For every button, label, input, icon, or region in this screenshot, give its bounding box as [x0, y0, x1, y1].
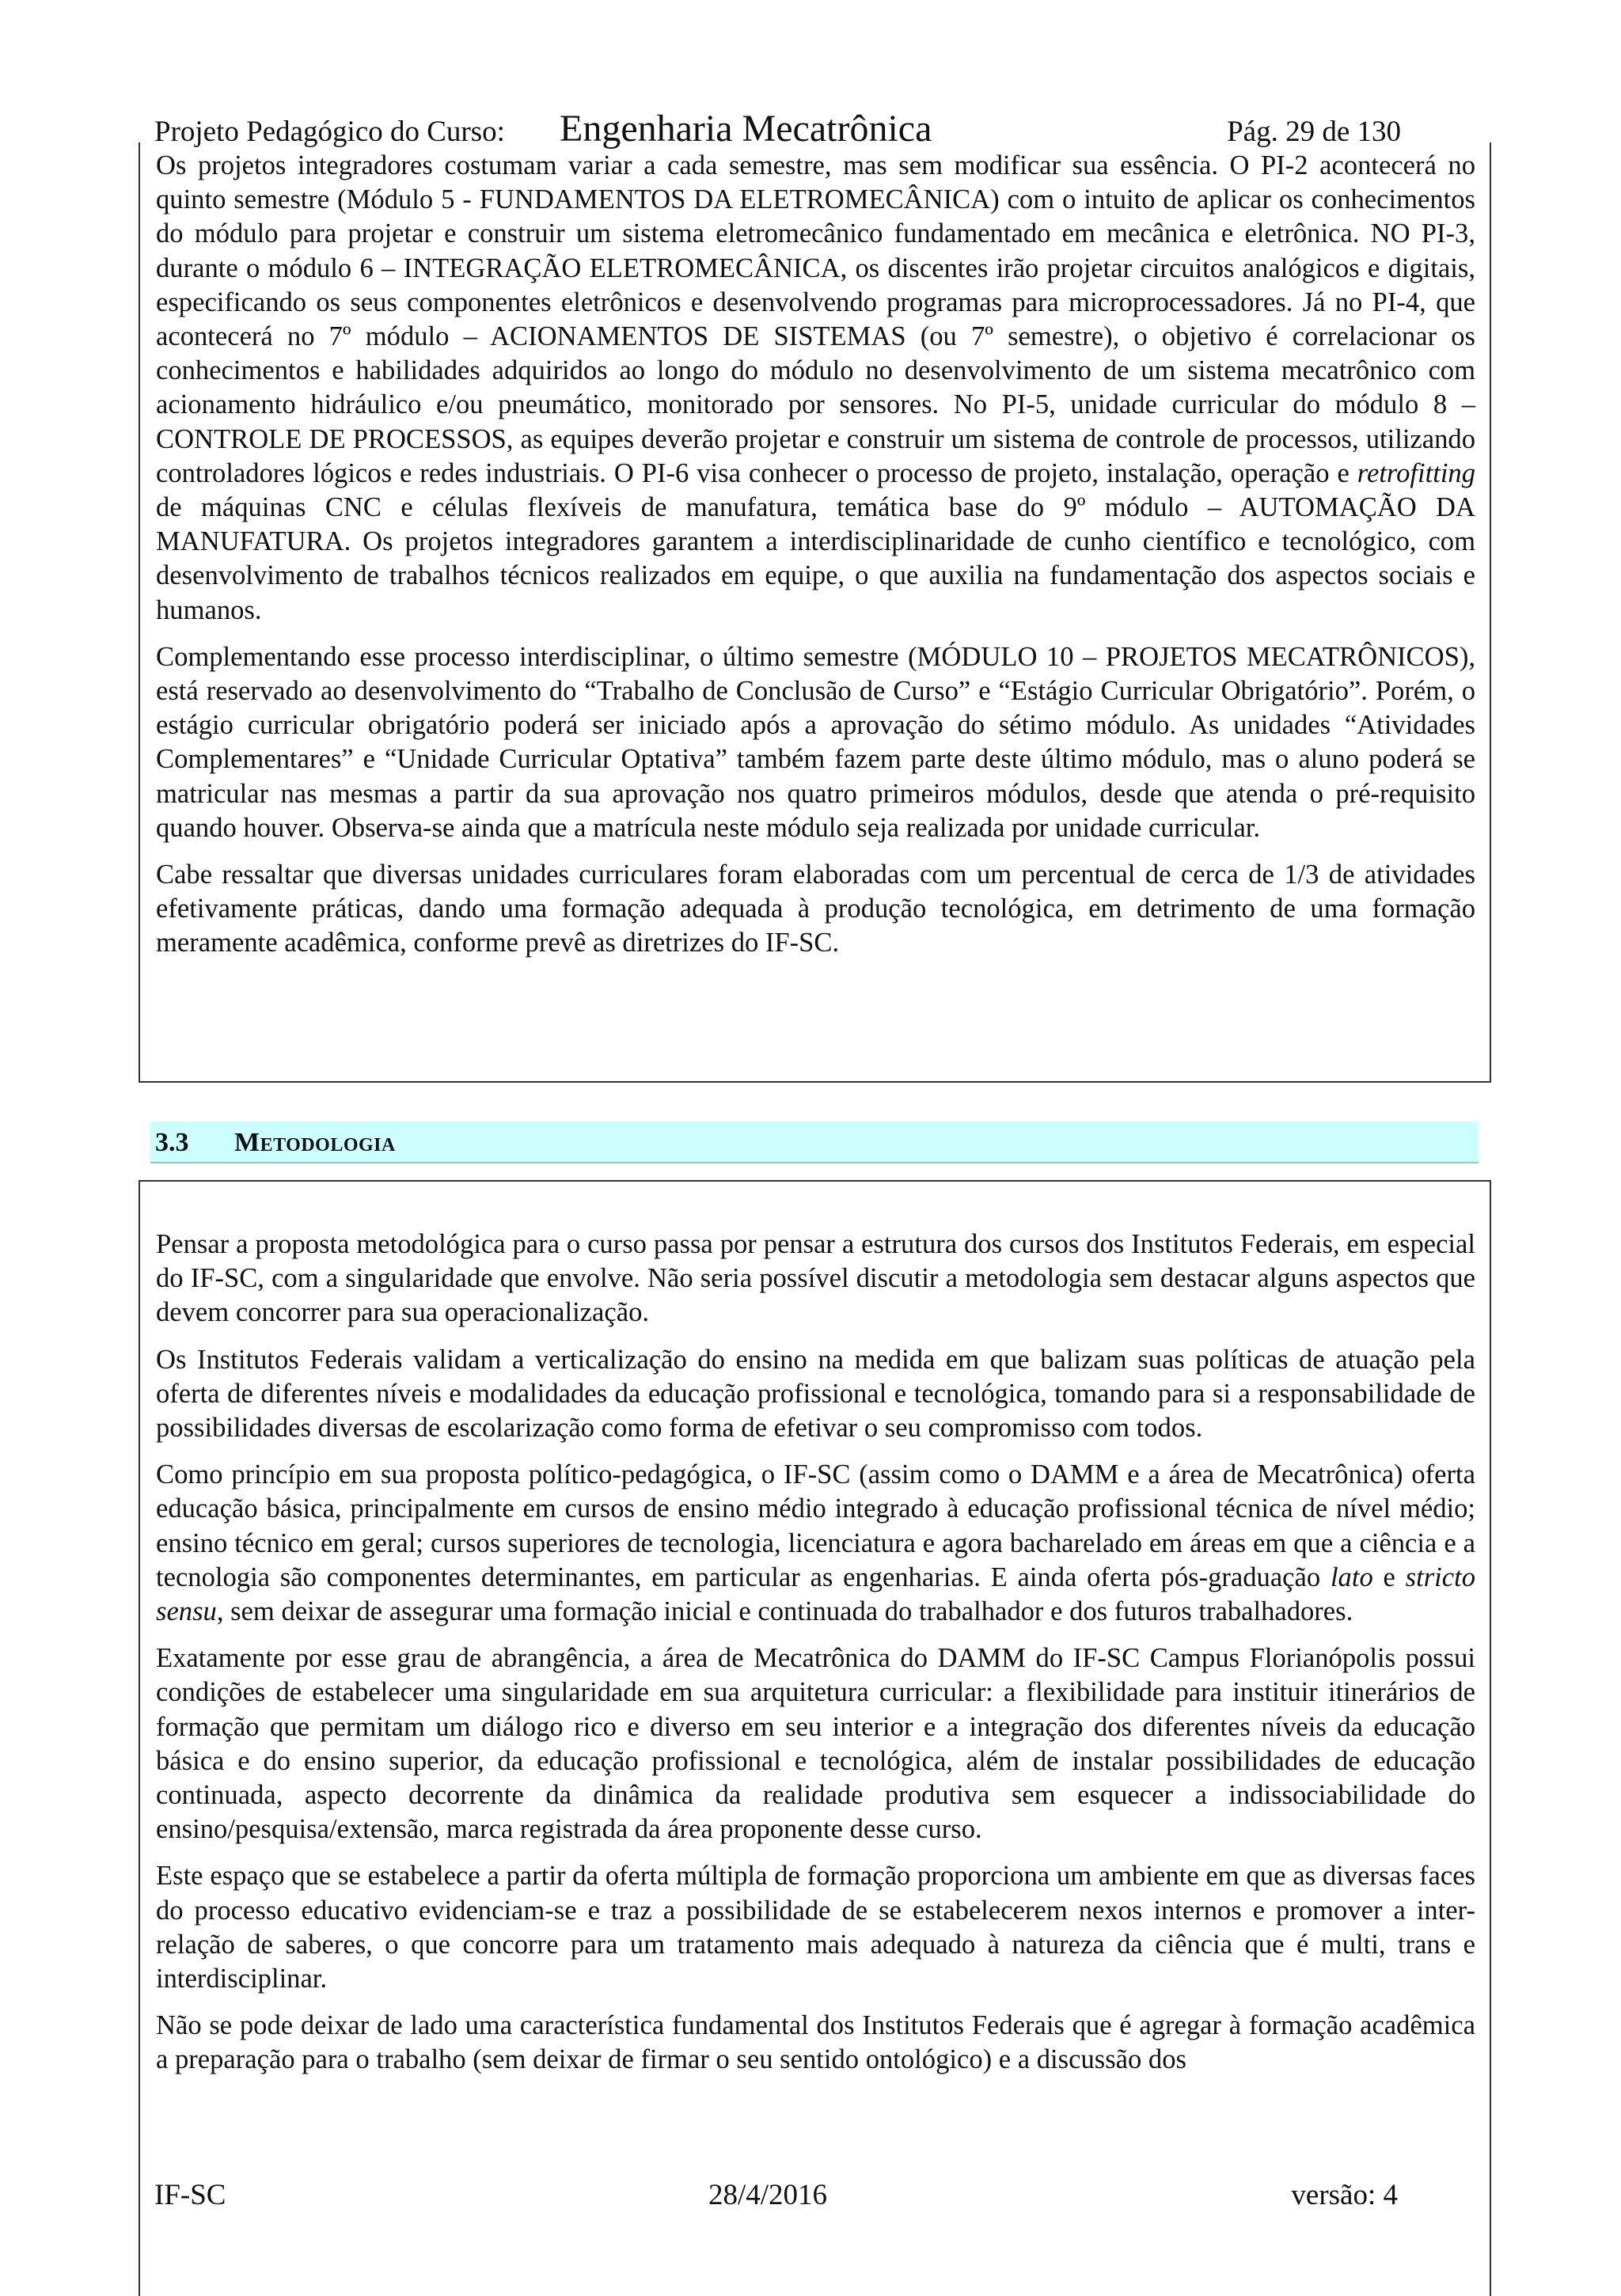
paragraph-complementando: Complementando esse processo interdisciplinar, o último semestre (MÓDULO 10 – PROJETOS MECATRÔNICOS), está reservado ao desenvolvimento do “Trabalho de Conclusão de Curso” e “Estágio Curricular Obrigatório”. Porém, o estágio curricular obrigatório poderá ser iniciado após a aprovação do sétimo módulo. As unidades “Atividades Complementares” e “Unidade Curricular Optativa” também fazem parte deste último módulo, mas o aluno poderá se matricular nas mesmas a partir da sua aprovação nos quatro primeiros módulos, desde que atenda o pré-requisito quando houver. Observa-se ainda que a matrícula neste módulo seja realizada por unidade curricular. [156, 641, 1475, 843]
italic-term: lato [1330, 1562, 1373, 1592]
paragraph-espaco: Este espaço que se estabelece a partir da oferta múltipla de formação proporciona um ambiente em que as diversas faces do processo educativo evidenciam-se e traz a possibilidade de se estabelecerem nexos internos e promover a inter-relação de saberes, o que concorre para um tratamento mais adequado à natureza da ciência que é multi, trans e interdisciplinar. [156, 1861, 1475, 1994]
paragraph-projetos-integradores: Os projetos integradores costumam variar a cada semestre, mas sem modificar sua essência. O PI-2 acontecerá no quinto semestre (Módulo 5 - FUNDAMENTOS DA ELETROMECÂNICA) com o intuito de aplicar os conhecimentos do módulo para projetar e construir um sistema eletromecânico fundamentado em mecânica e eletrônica. NO PI-3, durante o módulo 6 – INTEGRAÇÃO ELETROMECÂNICA, os discentes irão projetar circuitos analógicos e digitais, especificando os seus componentes eletrônicos e desenvolvendo programas para microprocessadores. Já no PI-4, que acontecerá no 7º módulo – ACIONAMENTOS DE SISTEMAS (ou 7º semestre), o objetivo é correlacionar os conhecimentos e habilidades adquiridos ao longo do módulo no desenvolvimento de um sistema mecatrônico com acionamento hidráulico e/ou pneumático, monitorado por sensores. No PI-5, unidade curricular do módulo 8 – CONTROLE DE PROCESSOS, as equipes deverão projetar e construir um sistema de controle de processos, utilizando controladores lógicos e redes industriais. O PI-6 visa conhecer o processo de projeto, instalação, operação e retrofitting de máquinas CNC e células flexíveis de manufatura, temática base do 9º módulo – AUTOMAÇÃO DA MANUFATURA. Os projetos integradores garantem a interdisciplinaridade de cunho científico e tecnológico, com desenvolvimento de trabalhos técnicos realizados em equipe, o que auxilia na fundamentação dos aspectos sociais e humanos. [156, 150, 1475, 625]
italic-term: stricto sensu [156, 1562, 1476, 1627]
paragraph-abrangencia: Exatamente por esse grau de abrangência, a área de Mecatrônica do DAMM do IF-SC Campus Florianópolis possui condições de estabelecer uma singularidade em sua arquitetura curricular: a flexibilidade para instituir itinerários de formação que permitam um diálogo rico e diverso em seu interior e a integração dos diferentes níveis da educação básica e do ensino superior, da educação profissional e tecnológica, além de instalar possibilidades de educação continuada, aspecto decorrente da dinâmica da realidade produtiva sem esquecer a indissociabilidade do ensino/pesquisa/extensão, marca registrada da área proponente desse curso. [156, 1643, 1475, 1845]
section-number: 3.3 [155, 1128, 189, 1157]
italic-term: retrofitting [1357, 457, 1475, 488]
course-title: Engenharia Mecatrônica [560, 108, 932, 150]
footer-version: versão: 4 [1291, 2179, 1398, 2211]
paragraph-institutos-federais: Os Institutos Federais validam a verticalização do ensino na medida em que balizam suas políticas de atuação pela oferta de diferentes níveis e modalidades da educação profissional e tecnológica, tomando para si a responsabilidade de possibilidades diversas de escolarização como forma de efetivar o seu compromisso com todos. [156, 1344, 1475, 1444]
section-heading [150, 1121, 1479, 1163]
paragraph-como-principio: Como princípio em sua proposta político-pedagógica, o IF-SC (assim como o DAMM e a área de Mecatrônica) oferta educação básica, principalmente em cursos de ensino médio integrado à educação profissional técnica de nível médio; ensino técnico em geral; cursos superiores de tecnologia, licenciatura e agora bacharelado em áreas em que a ciência e a tecnologia são componentes determinantes, em particular as engenharias. E ainda oferta pós-graduação lato e stricto sensu, sem deixar de assegurar uma formação inicial e continuada do trabalhador e dos futuros trabalhadores. [156, 1459, 1476, 1627]
section-title: Metodologia [234, 1128, 396, 1157]
footer-institution: IF-SC [154, 2179, 226, 2211]
header-prefix: Projeto Pedagógico do Curso: [154, 116, 505, 148]
footer-date: 28/4/2016 [708, 2179, 828, 2211]
paragraph-pensar-proposta: Pensar a proposta metodológica para o curso passa por pensar a estrutura dos cursos dos Institutos Federais, em especial do IF-SC, com a singularidade que envolve. Não seria possível discutir a metodologia sem destacar alguns aspectos que devem concorrer para sua operacionalização. [156, 1229, 1475, 1328]
text-frame-top-content [156, 149, 1475, 973]
paragraph-cabe-ressaltar: Cabe ressaltar que diversas unidades curriculares foram elaboradas com um percentual de cerca de 1/3 de atividades efetivamente práticas, dando uma formação adequada à produção tecnológica, em detrimento de uma formação meramente acadêmica, conforme prevê as diretrizes do IF-SC. [156, 860, 1475, 958]
paragraph-caracteristica: Não se pode deixar de lado uma característica fundamental dos Institutos Federais que é agregar à formação acadêmica a preparação para o trabalho (sem deixar de firmar o seu sentido ontológico) e a discussão dos [156, 2010, 1475, 2075]
text-frame-metodologia [139, 1180, 1491, 2296]
text-frame-metodologia-content [156, 1228, 1475, 2090]
text-frame-top [139, 142, 1491, 1083]
page-number: Pág. 29 de 130 [1227, 116, 1401, 148]
